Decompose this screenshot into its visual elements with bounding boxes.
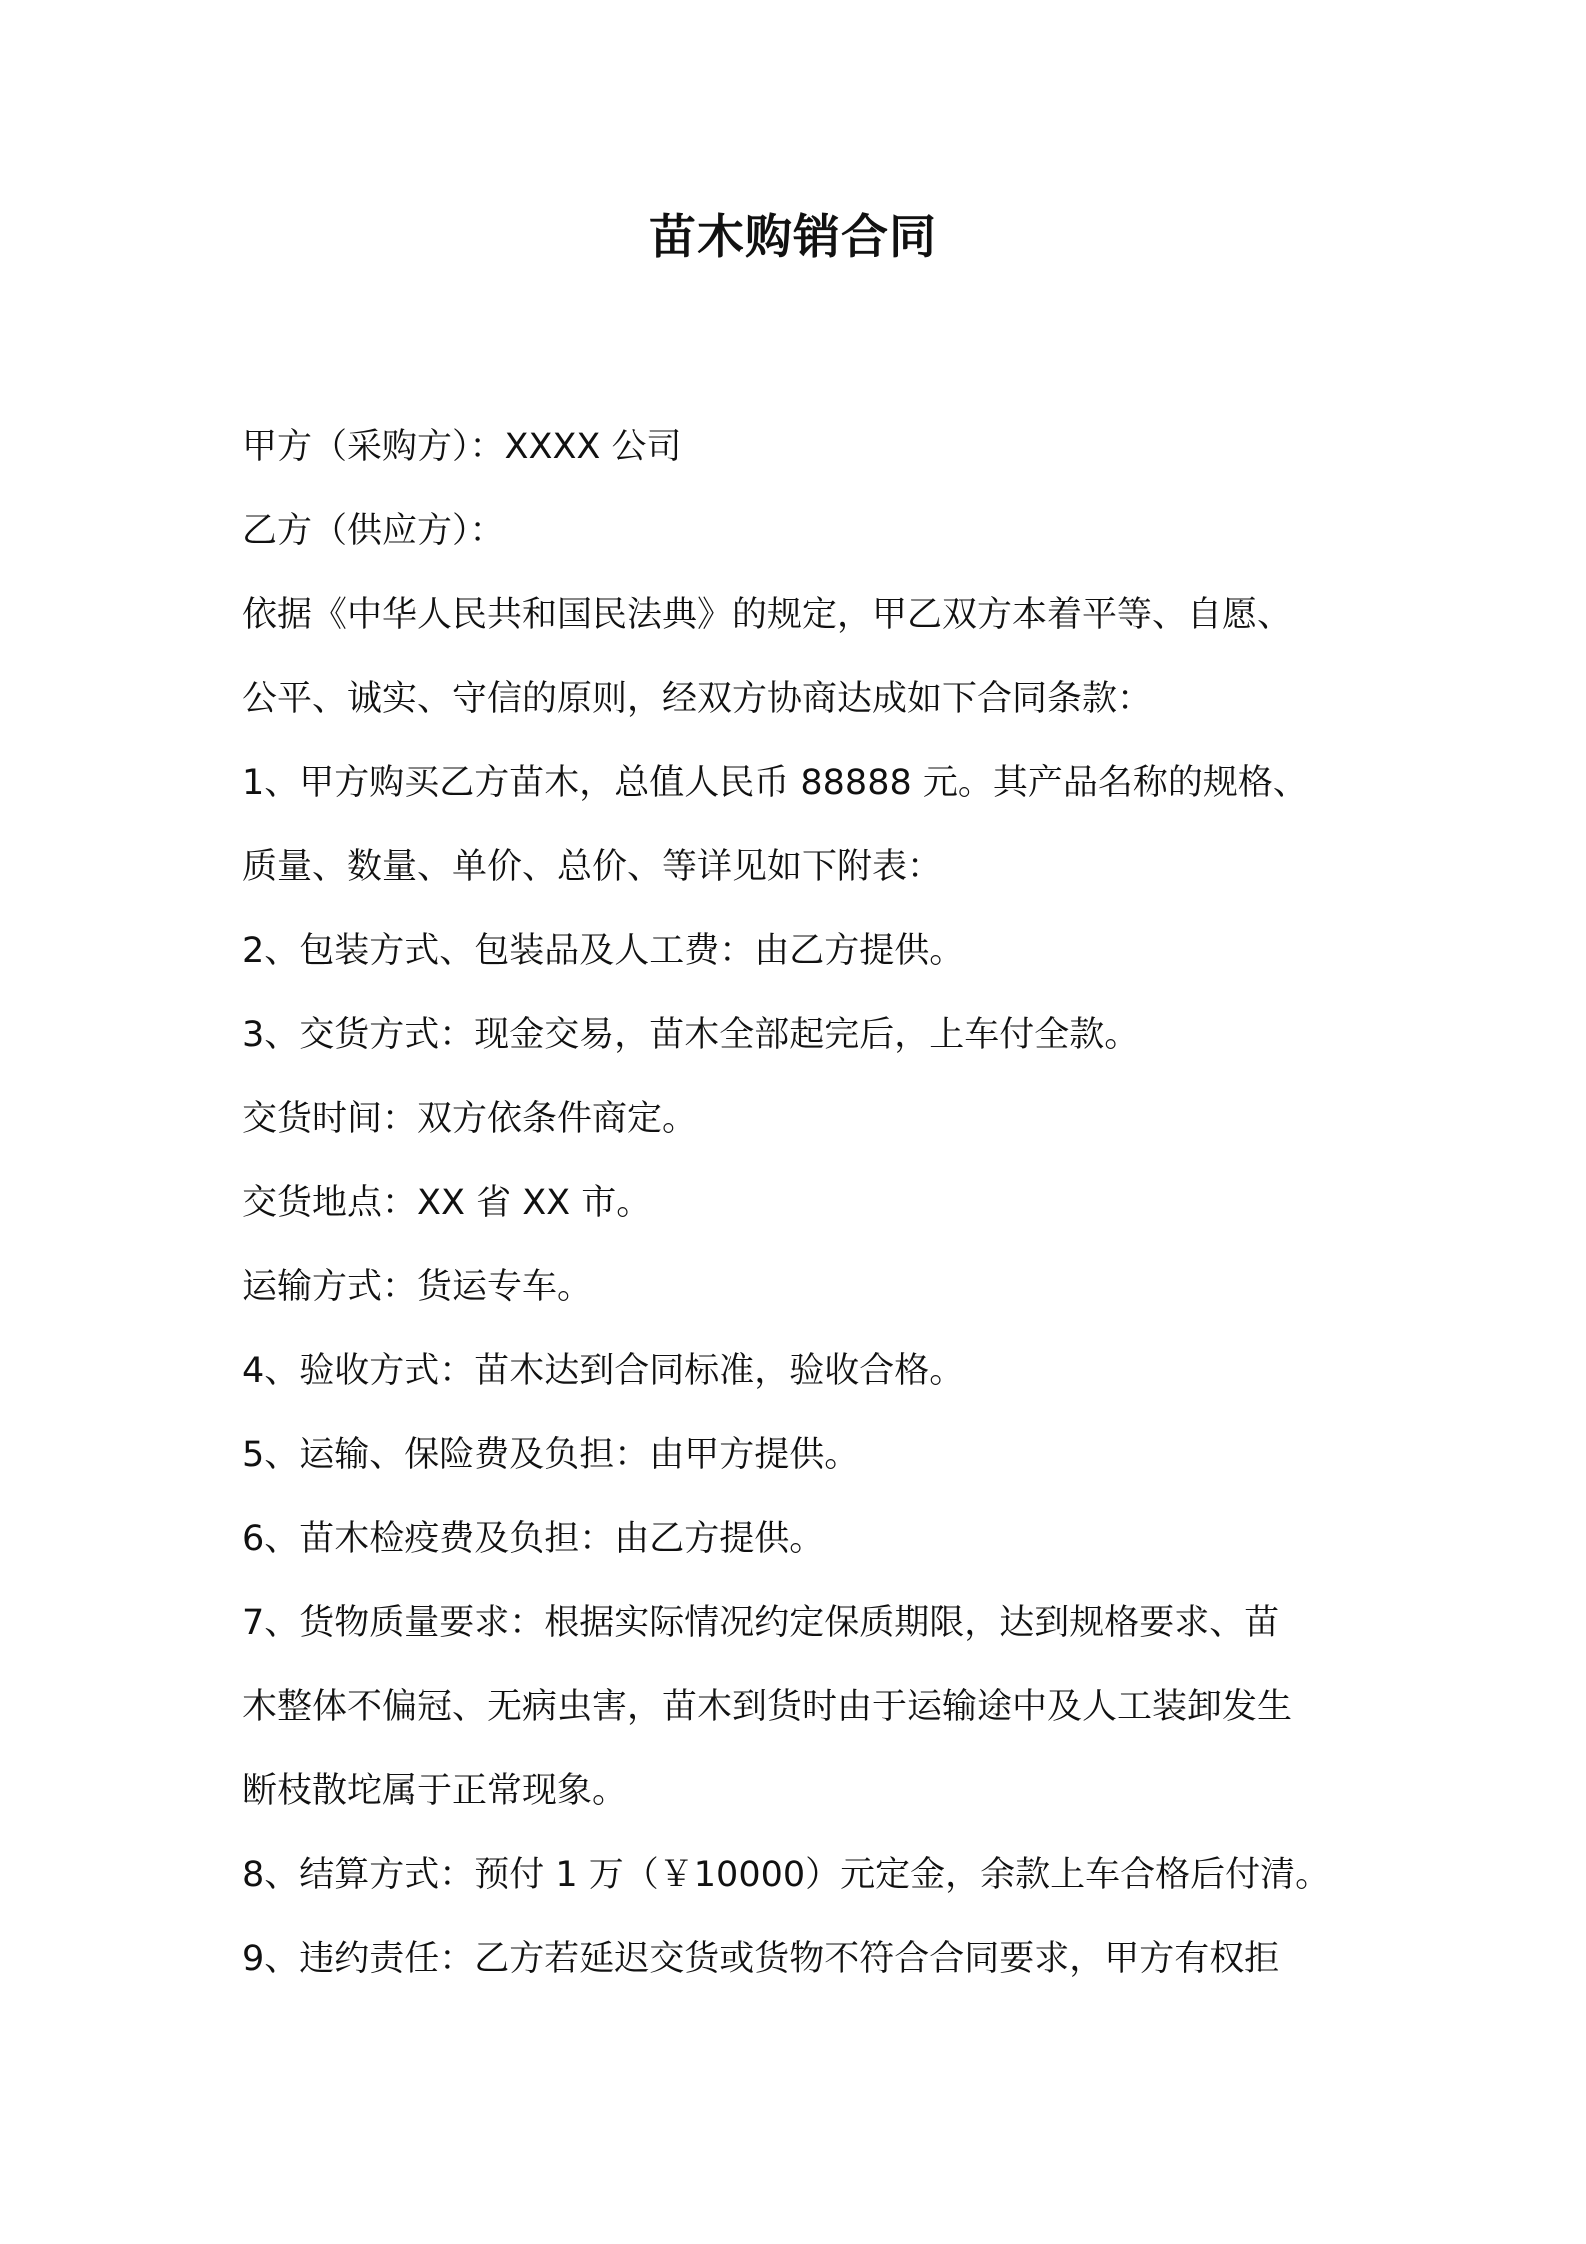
clause-line: 交货地点：XX 省 XX 市。: [242, 1183, 652, 1223]
clause-line: 运输方式：货运专车。: [242, 1267, 593, 1307]
party-b-line: 乙方（供应方）：: [242, 511, 505, 551]
party-a-line: 甲方（采购方）：XXXX 公司: [242, 427, 682, 467]
clause-line: 质量、数量、单价、总价、等详见如下附表：: [242, 847, 943, 887]
document-title: 苗木购销合同: [649, 210, 937, 265]
clause-line: 4、验收方式：苗木达到合同标准，验收合格。: [242, 1351, 965, 1391]
document-body: [242, 405, 1362, 2001]
clause-line: 木整体不偏冠、无病虫害，苗木到货时由于运输途中及人工装卸发生: [242, 1687, 1293, 1727]
clause-line: 断枝散坨属于正常现象。: [242, 1771, 628, 1811]
clause-line: 交货时间：双方依条件商定。: [242, 1099, 698, 1139]
preamble-line: 公平、诚实、守信的原则，经双方协商达成如下合同条款：: [242, 679, 1153, 719]
clause-line: 6、苗木检疫费及负担：由乙方提供。: [242, 1519, 825, 1559]
clause-line: 5、运输、保险费及负担：由甲方提供。: [242, 1435, 860, 1475]
clause-line: 8、结算方式：预付 1 万（￥10000）元定金，余款上车合格后付清。: [242, 1855, 1331, 1895]
preamble-line: 依据《中华人民共和国民法典》的规定，甲乙双方本着平等、自愿、: [242, 595, 1293, 635]
clause-line: 9、违约责任：乙方若延迟交货或货物不符合合同要求，甲方有权拒: [242, 1939, 1280, 1979]
clause-line: 7、货物质量要求：根据实际情况约定保质期限，达到规格要求、苗: [242, 1603, 1280, 1643]
clause-line: 3、交货方式：现金交易，苗木全部起完后，上车付全款。: [242, 1015, 1140, 1055]
clause-line: 2、包装方式、包装品及人工费：由乙方提供。: [242, 931, 965, 971]
clause-line: 1、甲方购买乙方苗木，总值人民币 88888 元。其产品名称的规格、: [242, 763, 1308, 803]
